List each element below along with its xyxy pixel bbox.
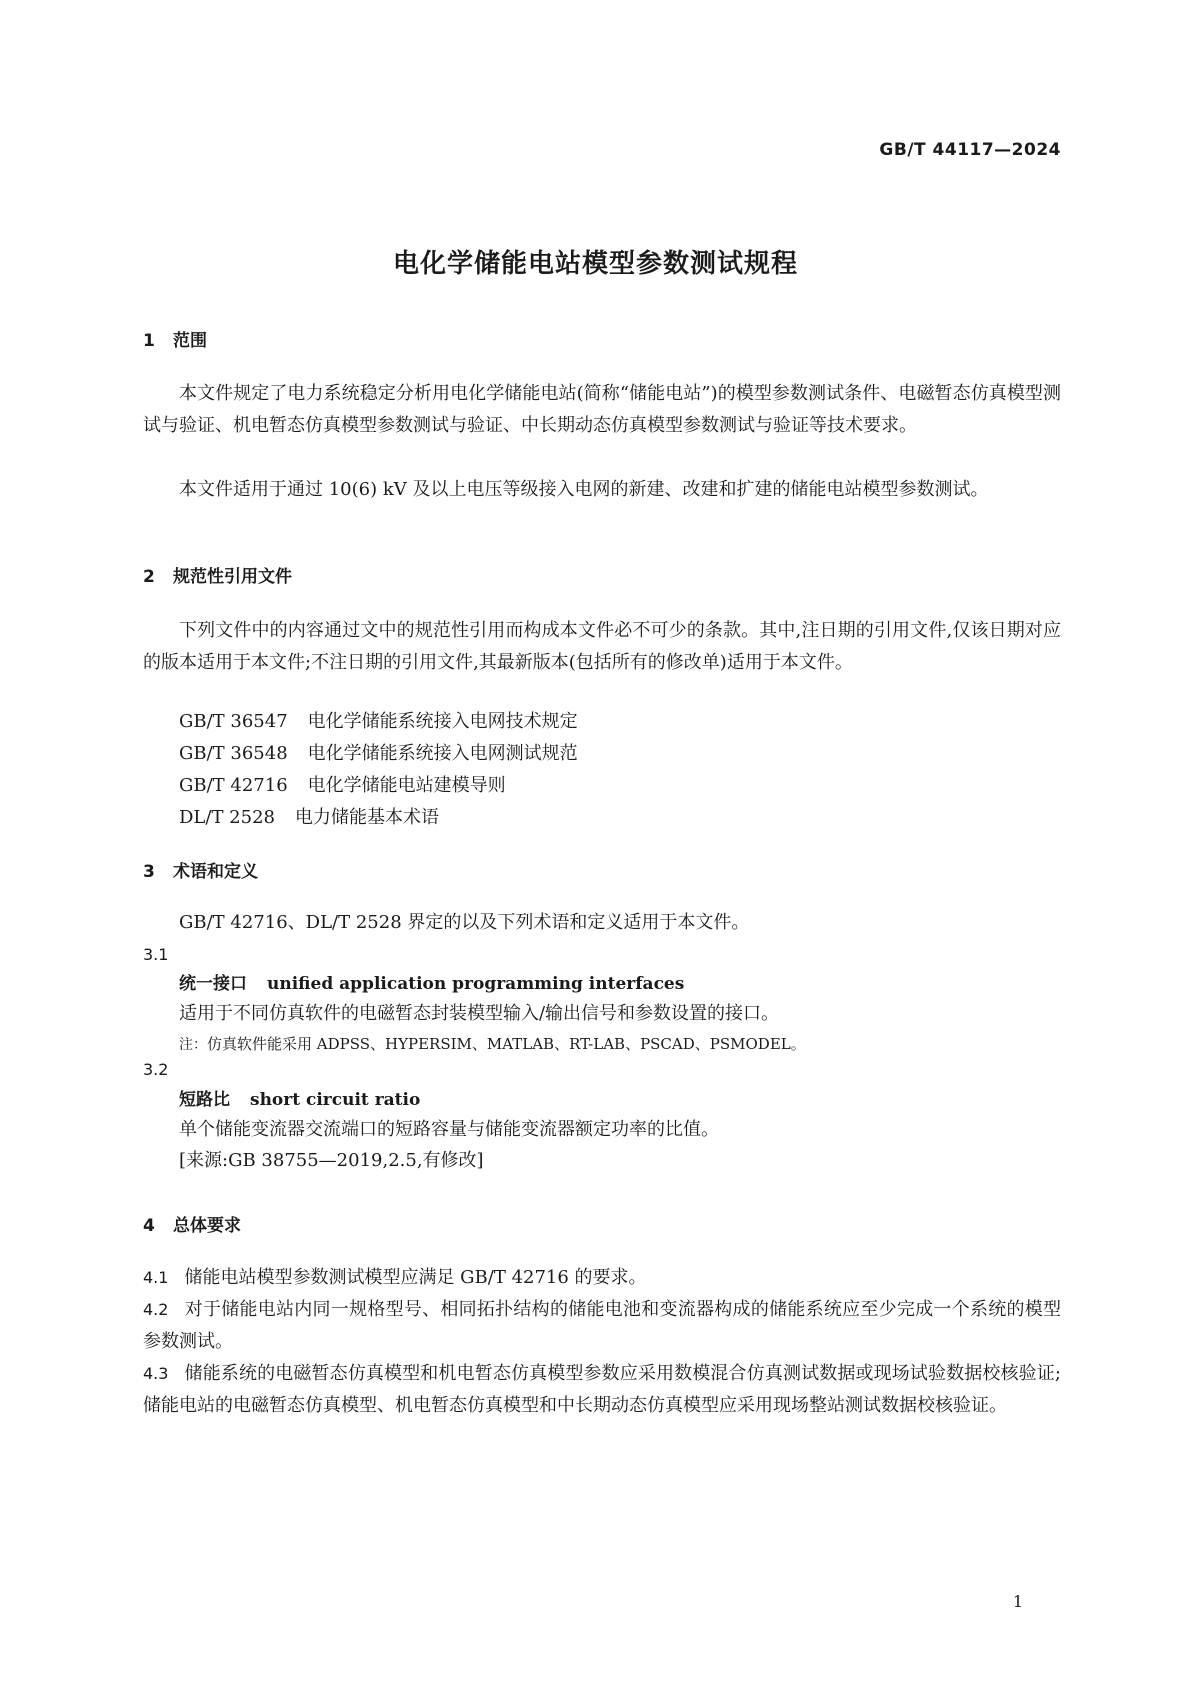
section-title: 总体要求 [173, 1216, 241, 1236]
section-heading-3 [143, 857, 258, 882]
section-title: 范围 [173, 331, 207, 351]
reference-item [179, 770, 506, 802]
term-number: 3.1 [143, 945, 169, 964]
section-title: 术语和定义 [173, 862, 258, 882]
clause-number: 4.2 [143, 1300, 169, 1319]
section-heading-1 [143, 326, 207, 351]
paragraph-normative-refs: 下列文件中的内容通过文中的规范性引用而构成本文件必不可少的条款。其中,注日期的引用文件,仅该日期对应的版本适用于本文件;不注日期的引用文件,其最新版本(包括所有的修改单)适用于本文件。 [143, 620, 1061, 673]
term-english: unified application programming interfaces [267, 974, 685, 994]
clause-text: 对于储能电站内同一规格型号、相同拓扑结构的储能电池和变流器构成的储能系统应至少完成一个系统的模型参数测试。 [143, 1299, 1061, 1352]
reference-code: GB/T 42716 [179, 775, 288, 796]
reference-title: 电力储能基本术语 [295, 807, 439, 828]
clause-number: 4.1 [143, 1268, 169, 1287]
section-number: 3 [143, 862, 155, 882]
note-label: 注： [179, 1037, 207, 1053]
term-chinese: 统一接口 [179, 974, 247, 994]
page-title: 电化学储能电站模型参数测试规程 [392, 249, 798, 279]
section-number: 4 [143, 1216, 155, 1236]
reference-code: DL/T 2528 [179, 807, 275, 828]
terms-intro: GB/T 42716、DL/T 2528 界定的以及下列术语和定义适用于本文件。 [179, 912, 750, 933]
clause-item [143, 1262, 1061, 1294]
reference-title: 电化学储能系统接入电网测试规范 [307, 743, 578, 764]
term-entry [179, 968, 684, 1000]
standard-code: GB/T 44117—2024 [879, 140, 1061, 160]
note-text: 仿真软件能采用 ADPSS、HYPERSIM、MATLAB、RT-LAB、PSCAD、PSMODEL。 [207, 1035, 806, 1053]
section-title: 规范性引用文件 [173, 567, 292, 587]
term-entry [179, 1084, 420, 1116]
clause-number: 4.3 [143, 1364, 169, 1383]
term-definition: 适用于不同仿真软件的电磁暂态封装模型输入/输出信号和参数设置的接口。 [179, 1003, 780, 1024]
term-number: 3.2 [143, 1060, 169, 1079]
section-heading-2 [143, 562, 292, 587]
clause-item [143, 1358, 1061, 1422]
section-heading-4 [143, 1211, 241, 1236]
reference-title: 电化学储能电站建模导则 [307, 775, 506, 796]
clause-item [143, 1294, 1061, 1358]
paragraph-scope-1: 本文件规定了电力系统稳定分析用电化学储能电站(简称“储能电站”)的模型参数测试条件、电磁暂态仿真模型测试与验证、机电暂态仿真模型参数测试与验证、中长期动态仿真模型参数测试与验证等技术要求。 [143, 383, 1061, 436]
term-note [179, 1030, 806, 1059]
reference-title: 电化学储能系统接入电网技术规定 [307, 711, 578, 732]
paragraph-scope-2: 本文件适用于通过 10(6) kV 及以上电压等级接入电网的新建、改建和扩建的储能电站模型参数测试。 [179, 479, 989, 500]
page-number: 1 [1012, 1592, 1023, 1611]
reference-code: GB/T 36548 [179, 743, 288, 764]
term-english: short circuit ratio [250, 1090, 421, 1110]
term-definition: 单个储能变流器交流端口的短路容量与储能变流器额定功率的比值。 [179, 1119, 719, 1140]
term-chinese: 短路比 [179, 1090, 230, 1110]
section-number: 1 [143, 331, 155, 351]
section-number: 2 [143, 567, 155, 587]
reference-item [179, 706, 578, 738]
reference-item [179, 802, 439, 834]
clause-text: 储能电站模型参数测试模型应满足 GB/T 42716 的要求。 [184, 1267, 647, 1288]
clause-text: 储能系统的电磁暂态仿真模型和机电暂态仿真模型参数应采用数模混合仿真测试数据或现场试验数据校核验证;储能电站的电磁暂态仿真模型、机电暂态仿真模型和中长期动态仿真模型应采用现场整站测试数据校核验证。 [143, 1363, 1061, 1416]
reference-code: GB/T 36547 [179, 711, 288, 732]
reference-item [179, 738, 578, 770]
term-source: [来源:GB 38755—2019,2.5,有修改] [179, 1150, 484, 1171]
